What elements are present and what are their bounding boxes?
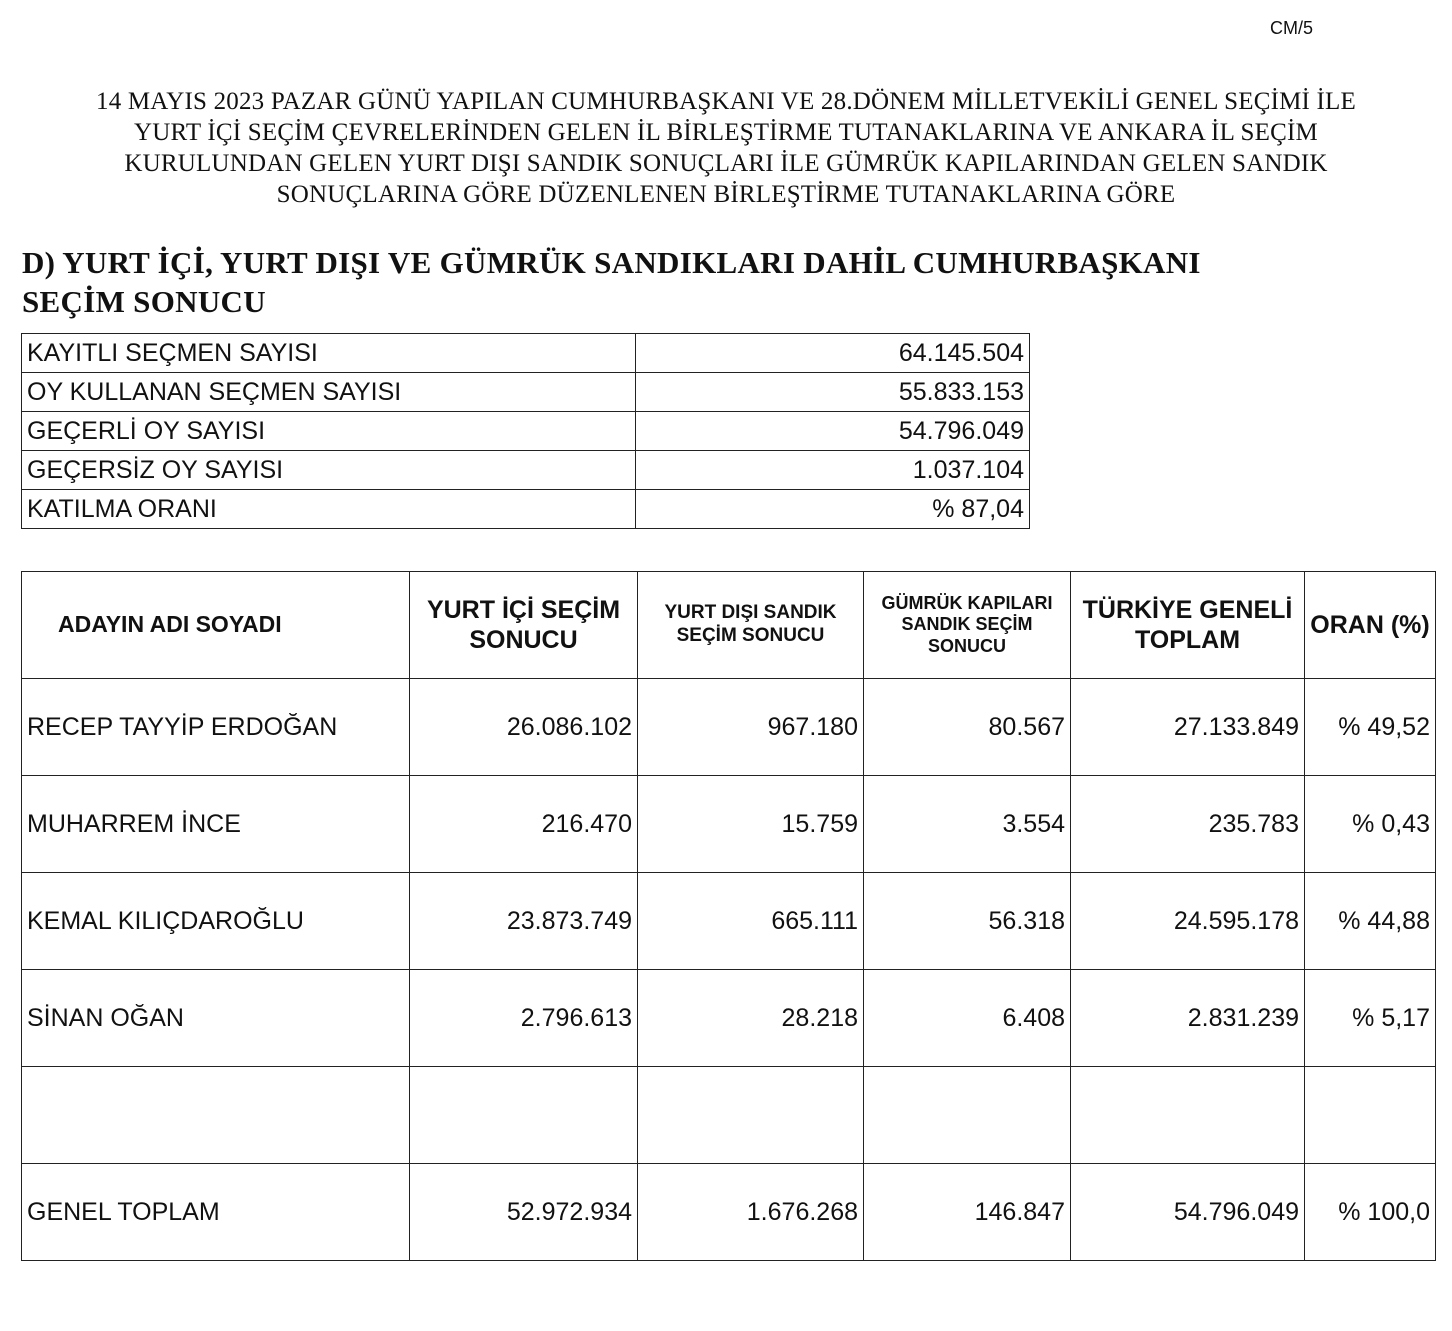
domestic-votes (410, 1067, 638, 1164)
summary-value: 55.833.153 (636, 373, 1030, 412)
header-candidate-name: ADAYIN ADI SOYADI (22, 572, 410, 679)
section-title-line: SEÇİM SONUCU (22, 284, 266, 319)
candidate-row (22, 776, 1436, 873)
summary-row (22, 451, 1030, 490)
vote-ratio (1305, 1067, 1436, 1164)
abroad-votes: 665.111 (638, 873, 864, 970)
abroad-votes: 967.180 (638, 679, 864, 776)
document-heading (40, 86, 1412, 210)
abroad-votes: 28.218 (638, 970, 864, 1067)
customs-votes: 3.554 (864, 776, 1071, 873)
header-domestic: YURT İÇİ SEÇİM SONUCU (410, 572, 638, 679)
summary-row (22, 490, 1030, 529)
total-votes: 24.595.178 (1071, 873, 1305, 970)
heading-line: YURT İÇİ SEÇİM ÇEVRELERİNDEN GELEN İL BİRLEŞTİRME TUTANAKLARINA VE ANKARA İL SEÇİM (134, 119, 1318, 146)
heading-line: SONUÇLARINA GÖRE DÜZENLENEN BİRLEŞTİRME TUTANAKLARINA GÖRE (276, 181, 1176, 208)
summary-value: % 87,04 (636, 490, 1030, 529)
summary-label: KAYITLI SEÇMEN SAYISI (22, 334, 636, 373)
candidate-name: SİNAN OĞAN (22, 970, 410, 1067)
header-customs: GÜMRÜK KAPILARI SANDIK SEÇİM SONUCU (864, 572, 1071, 679)
vote-ratio: % 0,43 (1305, 776, 1436, 873)
heading-line: 14 MAYIS 2023 PAZAR GÜNÜ YAPILAN CUMHURBAŞKANI VE 28.DÖNEM MİLLETVEKİLİ GENEL SEÇİMİ İLE (96, 88, 1356, 115)
summary-label: OY KULLANAN SEÇMEN SAYISI (22, 373, 636, 412)
total-votes: 2.831.239 (1071, 970, 1305, 1067)
customs-votes: 56.318 (864, 873, 1071, 970)
results-header-row (22, 572, 1436, 679)
customs-votes: 80.567 (864, 679, 1071, 776)
grand-total-label: GENEL TOPLAM (22, 1164, 410, 1261)
summary-row (22, 334, 1030, 373)
abroad-votes: 15.759 (638, 776, 864, 873)
summary-row (22, 373, 1030, 412)
empty-row (22, 1067, 1436, 1164)
vote-ratio: % 5,17 (1305, 970, 1436, 1067)
domestic-votes: 23.873.749 (410, 873, 638, 970)
summary-row (22, 412, 1030, 451)
header-abroad: YURT DIŞI SANDIK SEÇİM SONUCU (638, 572, 864, 679)
summary-value: 54.796.049 (636, 412, 1030, 451)
total-votes: 235.783 (1071, 776, 1305, 873)
customs-votes (864, 1067, 1071, 1164)
abroad-votes (638, 1067, 864, 1164)
candidate-row (22, 873, 1436, 970)
customs-votes: 6.408 (864, 970, 1071, 1067)
summary-value: 64.145.504 (636, 334, 1030, 373)
header-total: TÜRKİYE GENELİ TOPLAM (1071, 572, 1305, 679)
summary-value: 1.037.104 (636, 451, 1030, 490)
grand-total-customs: 146.847 (864, 1164, 1071, 1261)
candidate-name: KEMAL KILIÇDAROĞLU (22, 873, 410, 970)
candidate-name (22, 1067, 410, 1164)
vote-ratio: % 44,88 (1305, 873, 1436, 970)
grand-total-abroad: 1.676.268 (638, 1164, 864, 1261)
grand-total-row (22, 1164, 1436, 1261)
heading-line: KURULUNDAN GELEN YURT DIŞI SANDIK SONUÇLARI İLE GÜMRÜK KAPILARINDAN GELEN SANDIK (124, 150, 1328, 177)
grand-total-total: 54.796.049 (1071, 1164, 1305, 1261)
page-code: CM/5 (1270, 18, 1314, 38)
summary-label: KATILMA ORANI (22, 490, 636, 529)
domestic-votes: 216.470 (410, 776, 638, 873)
candidate-name: RECEP TAYYİP ERDOĞAN (22, 679, 410, 776)
grand-total-domestic: 52.972.934 (410, 1164, 638, 1261)
domestic-votes: 2.796.613 (410, 970, 638, 1067)
candidate-name: MUHARREM İNCE (22, 776, 410, 873)
vote-ratio: % 49,52 (1305, 679, 1436, 776)
section-title-line: D) YURT İÇİ, YURT DIŞI VE GÜMRÜK SANDIKLARI DAHİL CUMHURBAŞKANI (22, 245, 1201, 280)
section-title (22, 243, 1201, 321)
header-ratio: ORAN (%) (1305, 572, 1436, 679)
summary-label: GEÇERSİZ OY SAYISI (22, 451, 636, 490)
results-table (21, 571, 1436, 1261)
summary-table (21, 333, 1030, 529)
candidate-row (22, 679, 1436, 776)
grand-total-ratio: % 100,0 (1305, 1164, 1436, 1261)
total-votes (1071, 1067, 1305, 1164)
summary-label: GEÇERLİ OY SAYISI (22, 412, 636, 451)
total-votes: 27.133.849 (1071, 679, 1305, 776)
candidate-row (22, 970, 1436, 1067)
domestic-votes: 26.086.102 (410, 679, 638, 776)
